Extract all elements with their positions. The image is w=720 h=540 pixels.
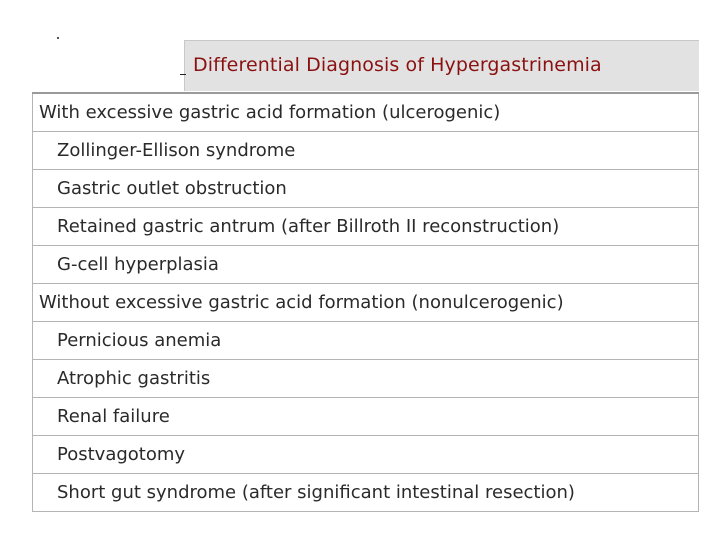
table-title-box (184, 40, 699, 91)
table-row (33, 322, 699, 360)
diagnosis-item: Pernicious anemia (33, 322, 699, 360)
table-row (33, 474, 699, 512)
differential-diagnosis-table (32, 92, 699, 512)
table-row (33, 398, 699, 436)
diagnosis-item: Retained gastric antrum (after Billroth II reconstruction) (33, 208, 699, 246)
diagnosis-item: Postvagotomy (33, 436, 699, 474)
title-mark (180, 74, 186, 75)
diagnosis-item: Atrophic gastritis (33, 360, 699, 398)
table-row (33, 93, 699, 132)
table-row (33, 436, 699, 474)
table-row (33, 208, 699, 246)
table-row (33, 132, 699, 170)
group-heading-nonulcerogenic: Without excessive gastric acid formation (nonulcerogenic) (33, 284, 699, 322)
decorative-dot (57, 37, 59, 39)
table-title: Differential Diagnosis of Hypergastrinemia (193, 54, 602, 76)
diagnosis-item: Gastric outlet obstruction (33, 170, 699, 208)
group-heading-ulcerogenic: With excessive gastric acid formation (ulcerogenic) (33, 93, 699, 132)
table-row (33, 246, 699, 284)
diagnosis-item: Renal failure (33, 398, 699, 436)
table-row (33, 360, 699, 398)
diagnosis-item: G-cell hyperplasia (33, 246, 699, 284)
table-row (33, 170, 699, 208)
diagnosis-item: Short gut syndrome (after significant intestinal resection) (33, 474, 699, 512)
table-row (33, 284, 699, 322)
diagnosis-item: Zollinger-Ellison syndrome (33, 132, 699, 170)
